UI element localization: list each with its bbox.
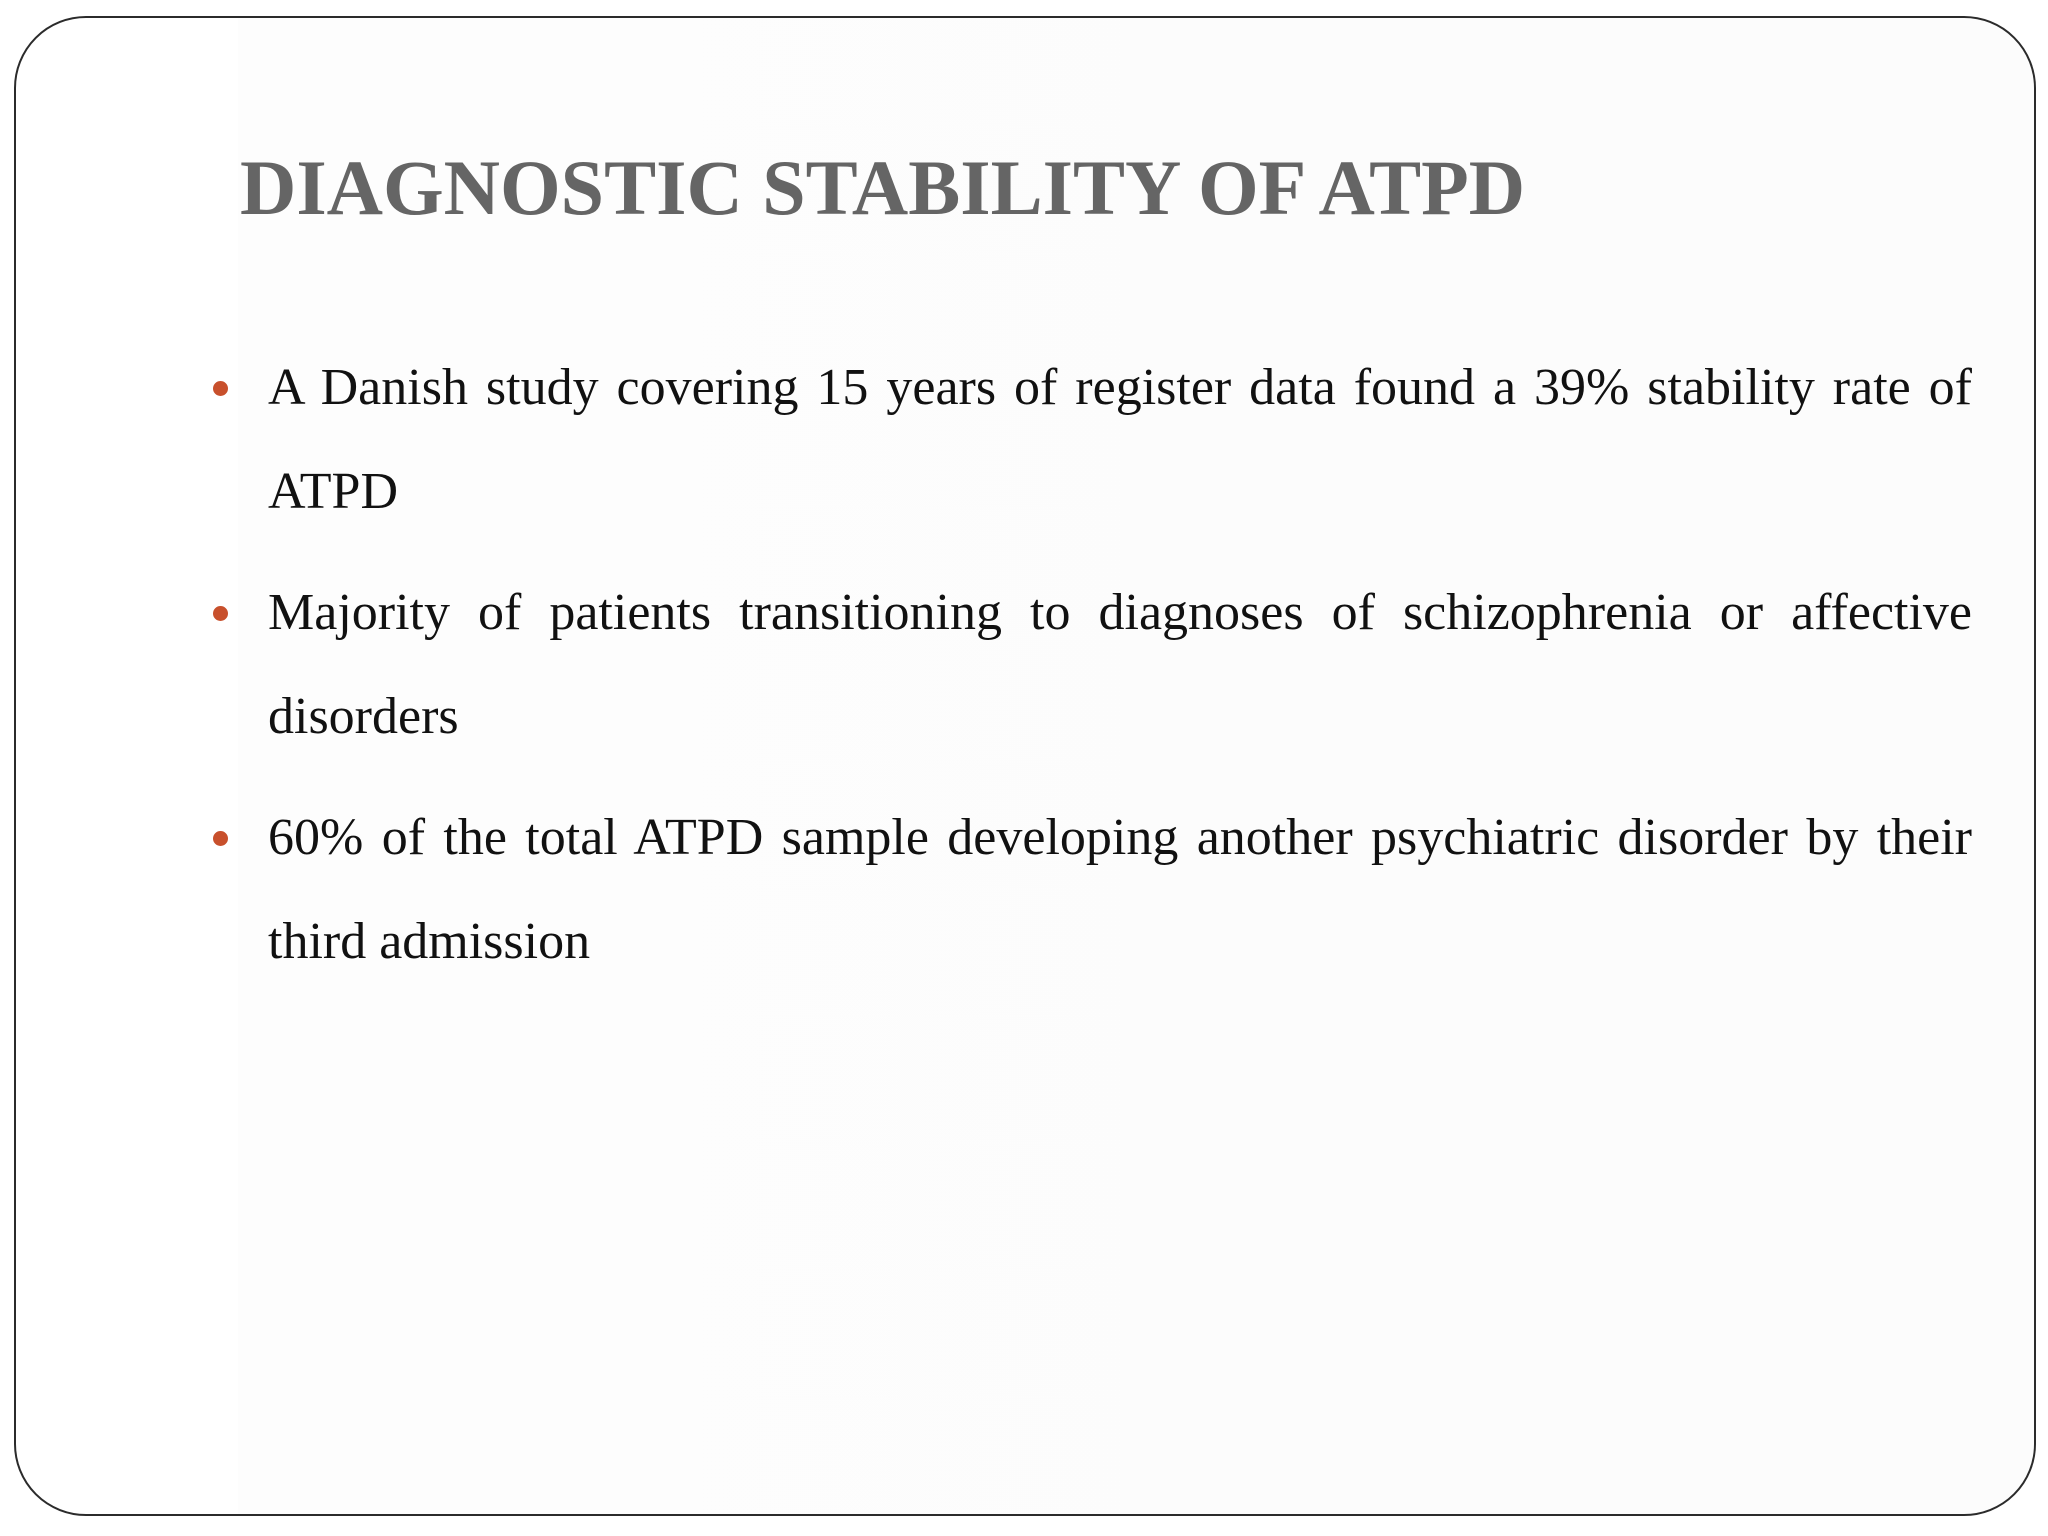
bullet-dot-icon: [213, 606, 228, 621]
bullet-item: [210, 561, 1972, 769]
bullet-list: [210, 336, 1972, 1011]
bullet-text: A Danish study covering 15 years of register data found a 39% stability rate of ATPD: [268, 359, 1972, 520]
slide-title: DIAGNOSTIC STABILITY OF ATPD: [240, 144, 1526, 231]
bullet-dot-icon: [213, 831, 228, 846]
bullet-item: [210, 786, 1972, 994]
bullet-item: [210, 336, 1972, 544]
bullet-text: 60% of the total ATPD sample developing another psychiatric disorder by their third admission: [268, 809, 1972, 970]
bullet-dot-icon: [213, 381, 228, 396]
bullet-text: Majority of patients transitioning to diagnoses of schizophrenia or affective disorders: [268, 584, 1972, 745]
